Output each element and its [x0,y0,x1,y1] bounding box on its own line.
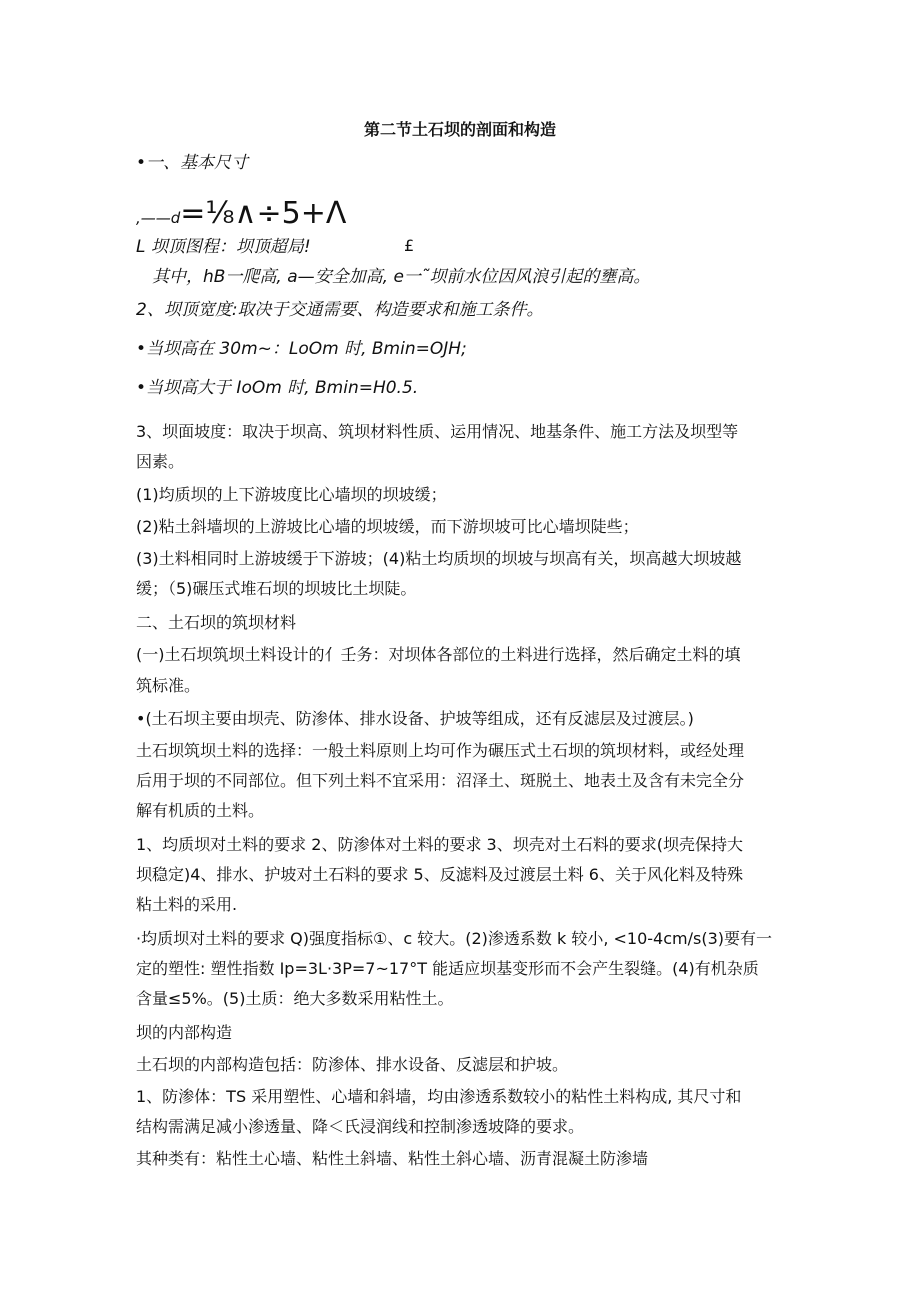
pound-symbol: £ [404,236,415,255]
paragraph-slope-3: (3)土料相同时上游坡缓于下游坡；(4)粘土均质坝的坝坡与坝高有关，坝高越大坝坡越 [136,549,742,568]
bullet-height-30-100: •当坝高在 30m~：LoOm 时, Bmin=OJH; [136,339,467,359]
section-heading-materials: 二、土石坝的筑坝材料 [136,613,297,632]
paragraph-material-task: (一)土石坝筑坝土料设计的亻壬务：对坝体各部位的土料进行选择，然后确定土料的填 [136,645,741,664]
paragraph-homogeneous-req-3: 含量≤5%。(5)土质：绝大多数采用粘性土。 [136,989,454,1008]
paragraph-material-selection: 土石坝筑坝土料的选择：一般土料原则上均可作为碾压式土石坝的筑坝材料，或经处理 [136,741,745,760]
paragraph-slope-2: (2)粘土斜墙坝的上游坡比心墙的坝坡缓，而下游坝坡可比心墙坝陡些； [136,517,639,536]
paragraph-requirements-list: 1、均质坝对土料的要求 2、防渗体对土料的要求 3、坝壳对土石料的要求(坝壳保持大 [136,835,743,854]
formula-prefix: ,——d [136,209,181,227]
paragraph-slope-3-cont: 缓；（5)碾压式堆石坝的坝坡比土坝陡。 [136,579,417,598]
paragraph-requirements-list-2: 坝稳定)4、排水、护坡对土石料的要求 5、反滤料及过渡层土料 6、关于风化料及特殊 [136,865,743,884]
paragraph-impervious-body-2: 结构需满足减小渗透量、降＜氏浸润线和控制渗透坡降的要求。 [136,1117,585,1136]
section-heading-internal-structure: 坝的内部构造 [136,1023,233,1042]
paragraph-material-selection-3: 解有机质的土料。 [136,801,265,820]
paragraph-internal-structure: 土石坝的内部构造包括：防渗体、排水设备、反滤层和护坡。 [136,1055,569,1074]
section-heading-basic-dimensions: •一、基本尺寸 [136,153,249,173]
page-title: 第二节土石坝的剖面和构造 [363,120,556,139]
paragraph-slope: 3、坝面坡度：取决于坝高、筑坝材料性质、运用情况、地基条件、施工方法及坝型等 [136,422,739,441]
paragraph-material-task-cont: 筑标准。 [136,676,201,695]
paragraph-slope-1: (1)均质坝的上下游坡度比心墙坝的坝坡缓； [136,485,447,504]
crest-elevation-line: L 坝顶图程：坝顶超局! [136,237,311,257]
paragraph-slope-cont: 因素。 [136,452,185,471]
paragraph-homogeneous-req-2: 定的塑性: 塑性指数 Ip=3L·3P=7~17°T 能适应坝基变形而不会产生裂缝。(4)有机杂质 [136,959,759,978]
paragraph-impervious-body: 1、防渗体：TS 采用塑性、心墙和斜墙，均由渗透系数较小的粘性土料构成, 其尺寸和 [136,1087,742,1106]
crest-width-item: 2、坝顶宽度:取决于交通需要、构造要求和施工条件。 [136,300,544,320]
paragraph-dam-components: •(土石坝主要由坝壳、防渗体、排水设备、护坡等组成，还有反滤层及过渡层。) [136,709,694,728]
paragraph-impervious-types: 其种类有：粘性土心墙、粘性土斜墙、粘性土斜心墙、沥青混凝土防渗墙 [136,1149,649,1168]
bullet-height-over-100: •当坝高大于 IoOm 时, Bmin=H0.5. [136,378,419,398]
formula [136,194,346,238]
formula-body: =⅛∧÷5+Λ [180,196,347,231]
paragraph-requirements-list-3: 粘土料的采用. [136,895,238,914]
paragraph-material-selection-2: 后用于坝的不同部位。但下列土料不宜采用：沼泽土、斑脱土、地表土及含有未完全分 [136,771,745,790]
formula-explanation: 其中，hB一爬高, a—安全加高, e一˜坝前水位因风浪引起的壅高。 [152,267,651,287]
paragraph-homogeneous-req: ·均质坝对土料的要求 Q)强度指标①、c 较大。(2)渗透系数 k 较小, <10-4cm∕s(3)要有一 [136,929,773,948]
